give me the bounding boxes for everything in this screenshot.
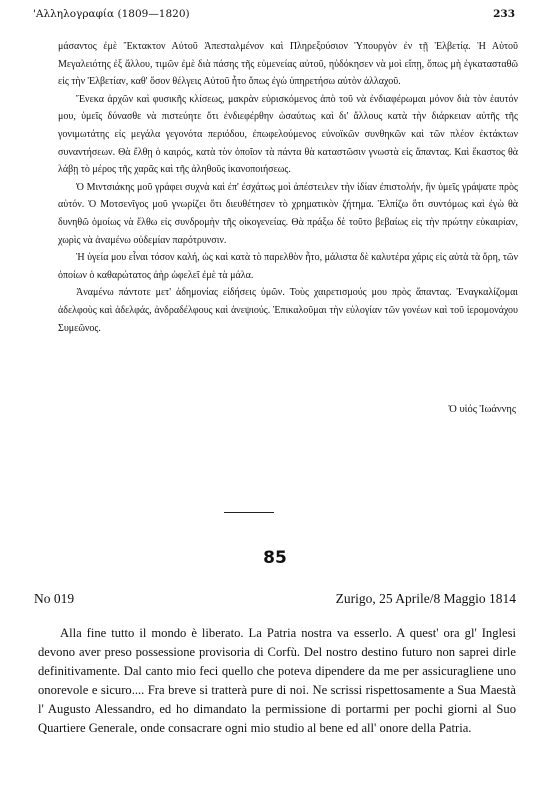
- greek-paragraph-2: Ἕνεκα ἀρχῶν καὶ φυσικῆς κλίσεως, μακρὰν εὑρισκόμενος ἀπὸ τοῦ νὰ ἐνδιαφέρωμαι μόνον διὰ τὸν ἑαυτόν μου, ὑμεῖς δύνασθε νὰ πιστεύητε ὅτι ἐνδιεφέρθην ὡσαύτως καὶ δι' ἄλλους κατὰ τὴν διάρκειαν αὐτῆς τῆς γονιμωτάτης εἰς μεγάλα γεγονότα περιόδου, ἐπωφελούμενος εὐνοϊκῶν συνθηκῶν καὶ τῶν πλέον ἐκτάκτων συναντήσεων. Θὰ ἔλθῃ ὁ καιρός, κατὰ τὸν ὁποῖον τὰ πάντα θὰ καταστῶσιν γνωστὰ εἰς ἅπαντας. Καὶ ἕκαστος θὰ λάβῃ τὸ μέρος τῆς χαρᾶς καὶ τῆς ἀληθοῦς ἱκανοποιήσεως.: [58, 93, 518, 176]
- greek-paragraph-5: Ἀναμένω πάντοτε μετ' ἀδημονίας εἰδήσεις ὑμῶν. Τοὺς χαιρετισμούς μου πρὸς ἅπαντας. Ἐναγκαλίζομαι ἀδελφοὺς καὶ ἀδελφάς, ἀνδραδέλφους καὶ ἀνεψιούς. Ἐπικαλοῦμαι τὴν εὐλογίαν τῶν γονέων καὶ τοῦ ἱερομονάχου Συμεῶνος.: [58, 287, 518, 334]
- page-number: 233: [493, 8, 515, 20]
- greek-paragraph-4: Ἡ ὑγεία μου εἶναι τόσον καλή, ὡς καὶ κατὰ τὸ παρελθὸν ἦτο, μάλιστα δὲ καλυτέρα χάρις εἰς αὐτὰ τὰ ὄρη, τῶν ὁποίων ὁ καθαρώτατος ἀὴρ ὠφελεῖ ἐμὲ τὰ μάλα.: [58, 252, 518, 281]
- greek-paragraph-3: Ὁ Μιντσιάκης μοῦ γράφει συχνὰ καὶ ἐπ' ἐσχάτως μοὶ ἀπέστειλεν τὴν ἰδίαν ἐπιστολήν, ἣν ὑμεῖς γράψατε πρὸς αὐτόν. Ὁ Μοτσενῖγος μοῦ γνωρίζει ὅτι διευθέτησεν τὸ χρηματικὸν ζήτημα. Ἐλπίζω ὅτι συντόμως καὶ ἐγὼ θὰ δυνηθῶ ὁμοίως νὰ ἔλθω εἰς συνδρομὴν τῆς οἰκογενείας. Θὰ πράξω δὲ τοῦτο βεβαίως εἰς τὴν πρώτην εὐκαιρίαν, χωρὶς νὰ ἀναμένω οὐδεμίαν παρότρυνσιν.: [58, 181, 518, 246]
- running-title: 'Αλληλογραφία (1809—1820): [33, 8, 190, 20]
- italian-letter-text: [38, 624, 516, 737]
- letter-place-date: Zurigo, 25 Aprile/8 Maggio 1814: [335, 591, 516, 606]
- section-divider: [224, 512, 274, 513]
- letter-reference: No 019: [34, 591, 75, 606]
- signature: Ὁ υἱός Ἰωάννης: [448, 404, 516, 415]
- letter-number: 85: [263, 548, 287, 568]
- running-header: [33, 8, 515, 24]
- italian-paragraph: Alla fine tutto il mondo è liberato. La Patria nostra va esserlo. A quest' ora gl' Inglesi devono aver preso possessione provisoria di Corfù. Del nostro destino futuro non saprei dirle definitivamente. Dal canto mio feci quello che poteva dipendere da me per assicuragliene uno onorevole e sicuro.... Fra breve si tratterà pure di noi. Ne scrissi rispettosamente a Sua Maestà l' Augusto Alessandro, ed ho dimandato la permissione di portarmi per pochi giorni al Suo Quartiere Generale, onde consacrare ogni mio studio al bene ed all' onore della Patria.: [38, 626, 516, 735]
- greek-letter-text: [58, 38, 518, 337]
- greek-paragraph-1: μάσαντος ἐμὲ Ἔκτακτον Αὐτοῦ Ἀπεσταλμένον καὶ Πληρεξούσιον Ὑπουργὸν ἐν τῇ Ἑλβετίᾳ. Ἡ Αὐτοῦ Μεγαλειότης ἐξ ἄλλου, τιμῶν ἐμὲ διὰ πάσης τῆς εὐμενείας αὐτοῦ, ηὐδόκησεν νὰ μοὶ εἴπῃ, ὅπως μὴ ἐγκατασταθῶ εἰς τὴν Ἑλβετίαν, καθ' ὅσον θέλγεις Αὐτοῦ ἦτο ὅπως ἐγὼ ὑπηρετήσω αὐτὸν ἀλλαχοῦ.: [58, 41, 518, 88]
- letter-meta: [34, 591, 516, 611]
